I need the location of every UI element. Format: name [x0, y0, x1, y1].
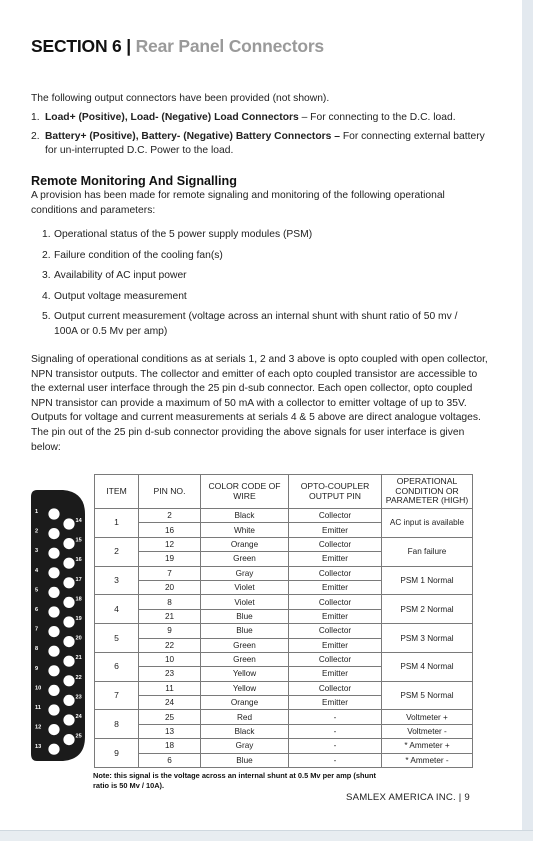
connector-pin — [48, 528, 59, 539]
connector-pin-label: 17 — [75, 576, 82, 583]
connector-pin — [63, 714, 74, 725]
connector-pin — [48, 587, 59, 598]
cell-condition: AC input is available — [382, 509, 473, 538]
connector-pin — [63, 616, 74, 627]
connector-pin-label: 20 — [75, 635, 82, 642]
cell-condition: Voltmeter + — [382, 710, 473, 724]
monitoring-list — [42, 228, 482, 346]
cell-condition: Fan failure — [382, 537, 473, 566]
table-row — [95, 537, 473, 551]
cell-output: Emitter — [289, 552, 382, 566]
monitoring-item — [42, 249, 482, 264]
cell-color: Red — [201, 710, 289, 724]
cell-pin: 20 — [139, 580, 201, 594]
connector-pin — [63, 675, 74, 686]
cell-output: Collector — [289, 509, 382, 523]
table-row — [95, 681, 473, 695]
connector-pin-label: 21 — [75, 655, 82, 662]
connector-pin — [48, 646, 59, 657]
table-row — [95, 566, 473, 580]
cell-pin: 11 — [139, 681, 201, 695]
monitoring-item-number: 1. — [42, 229, 51, 240]
connector-pin-label: 12 — [35, 724, 42, 731]
cell-condition: PSM 3 Normal — [382, 624, 473, 653]
monitoring-item-text: Operational status of the 5 power supply modules (PSM) — [54, 229, 313, 240]
connector-item-desc: For connecting external battery for un-interrupted D.C. Power to the load. — [45, 130, 485, 157]
cell-item: 7 — [95, 681, 139, 710]
connector-pin — [48, 626, 59, 637]
cell-output: Emitter — [289, 638, 382, 652]
monitoring-item-number: 3. — [42, 270, 51, 282]
connector-item — [31, 111, 491, 126]
table-row — [95, 753, 473, 767]
connector-pin-label: 7 — [35, 626, 39, 633]
connector-pin-label: 1 — [35, 509, 39, 515]
cell-color: Yellow — [201, 681, 289, 695]
dsub-connector-diagram — [29, 488, 87, 763]
connector-pin-label: 2 — [35, 528, 39, 535]
connector-pin — [63, 558, 74, 569]
cell-output: Collector — [289, 652, 382, 666]
cell-color: Blue — [201, 624, 289, 638]
header-pin: PIN NO. — [139, 475, 201, 509]
connector-item-number: 2. — [31, 130, 40, 142]
connector-pin-label: 18 — [75, 596, 82, 603]
cell-item: 6 — [95, 652, 139, 681]
cell-pin: 19 — [139, 552, 201, 566]
connector-pin — [48, 744, 59, 755]
connector-pin — [63, 518, 74, 529]
cell-item: 9 — [95, 739, 139, 768]
cell-condition: PSM 5 Normal — [382, 681, 473, 710]
cell-pin: 23 — [139, 667, 201, 681]
connector-pin — [63, 636, 74, 647]
cell-color: Orange — [201, 696, 289, 710]
cell-output: Collector — [289, 537, 382, 551]
header-output: OPTO-COUPLER OUTPUT PIN — [289, 475, 382, 509]
cell-output: - — [289, 753, 382, 767]
connector-pin-label: 15 — [75, 537, 82, 544]
cell-pin: 6 — [139, 753, 201, 767]
cell-item: 8 — [95, 710, 139, 739]
subsection-description: A provision has been made for remote signaling and monitoring of the following operational conditions and parameters: — [31, 190, 445, 216]
cell-color: Violet — [201, 580, 289, 594]
cell-pin: 10 — [139, 652, 201, 666]
connector-pin — [48, 704, 59, 715]
cell-pin: 24 — [139, 696, 201, 710]
cell-pin: 25 — [139, 710, 201, 724]
cell-pin: 7 — [139, 566, 201, 580]
cell-pin: 9 — [139, 624, 201, 638]
cell-item: 1 — [95, 509, 139, 538]
cell-output: - — [289, 739, 382, 753]
cell-item: 4 — [95, 595, 139, 624]
monitoring-item — [42, 310, 482, 339]
cell-condition: * Ammeter + — [382, 739, 473, 753]
connector-pin — [48, 606, 59, 617]
monitoring-item-text: Output current measurement (voltage across an internal shunt with shunt ratio of 50 mv / 100A or 0.5 Mv per amp) — [54, 311, 458, 337]
connector-pin-label: 14 — [75, 518, 82, 524]
cell-output: - — [289, 710, 382, 724]
connector-pin-label: 11 — [35, 705, 41, 711]
table-row — [95, 624, 473, 638]
connector-pin-label: 19 — [75, 616, 82, 622]
monitoring-item-text: Availability of AC input power — [54, 270, 187, 282]
subsection-title: Remote Monitoring And Signalling — [31, 174, 237, 188]
cell-condition: * Ammeter - — [382, 753, 473, 767]
cell-condition: PSM 2 Normal — [382, 595, 473, 624]
header-condition: OPERATIONAL CONDITION OR PARAMETER (HIGH) — [382, 475, 473, 509]
table-row — [95, 724, 473, 738]
connector-pin-label: 6 — [35, 607, 39, 613]
connector-pin — [48, 508, 59, 519]
page-footer — [346, 792, 470, 803]
connector-pin-label: 8 — [35, 646, 39, 653]
cell-pin: 16 — [139, 523, 201, 537]
signaling-paragraph: Signaling of operational conditions as at serials 1, 2 and 3 above is opto coupled with open collector, NPN transistor outputs. The collector and emitter of each opto coupled transistor are accessible to the external user interface through the 25 pin d-sub connector. Each open collector, opto coupled NPN transistor can provide a maximum of 50 mA with a collector to emitter voltage of up to 35V. Outputs for voltage and current measurements at serials 4 & 5 above are direct analogue voltages. The pin out of the 25 pin d-sub connector providing the above signals for user interface is given below: — [31, 354, 488, 453]
monitoring-item-number: 5. — [42, 311, 51, 323]
cell-pin: 13 — [139, 724, 201, 738]
cell-output: Emitter — [289, 667, 382, 681]
pinout-table — [94, 474, 473, 768]
table-row — [95, 710, 473, 724]
section-heading — [31, 36, 324, 57]
table-row — [95, 652, 473, 666]
connector-pin — [48, 567, 59, 578]
connector-pin — [48, 685, 59, 696]
footer-company: SAMLEX AMERICA INC. — [346, 792, 456, 803]
connector-pin — [63, 597, 74, 608]
connector-item-name: Battery+ (Positive), Battery- (Negative) Battery Connectors – — [45, 130, 340, 142]
header-item: ITEM — [95, 475, 139, 509]
cell-color: Blue — [201, 609, 289, 623]
table-note: Note: this signal is the voltage across an internal shunt at 0.5 Mv per amp (shunt ratio is 50 Mv / 10A). — [93, 771, 376, 790]
cell-output: Collector — [289, 595, 382, 609]
connector-pin — [48, 665, 59, 676]
monitoring-item-text: Failure condition of the cooling fan(s) — [54, 249, 223, 261]
cell-output: Emitter — [289, 696, 382, 710]
page-number: 9 — [464, 792, 470, 803]
cell-color: White — [201, 523, 289, 537]
connector-pin-label: 4 — [35, 567, 39, 574]
cell-pin: 22 — [139, 638, 201, 652]
connector-pin-label: 22 — [75, 674, 82, 681]
cell-pin: 12 — [139, 537, 201, 551]
connector-item-name: Load+ (Positive), Load- (Negative) Load Connectors — [45, 112, 299, 123]
monitoring-item — [42, 228, 482, 243]
cell-item: 5 — [95, 624, 139, 653]
connector-pin — [63, 538, 74, 549]
connector-pin — [63, 734, 74, 745]
cell-output: Collector — [289, 624, 382, 638]
page-bottom-strip — [0, 830, 533, 841]
cell-color: Violet — [201, 595, 289, 609]
cell-condition: Voltmeter - — [382, 724, 473, 738]
connector-pin — [48, 548, 59, 559]
connector-list — [31, 111, 491, 163]
table-row — [95, 739, 473, 753]
cell-item: 3 — [95, 566, 139, 595]
cell-color: Blue — [201, 753, 289, 767]
cell-color: Green — [201, 638, 289, 652]
footer-separator: | — [458, 792, 462, 803]
monitoring-item — [42, 269, 482, 284]
section-number: SECTION 6 | — [31, 36, 131, 56]
connector-pin-label: 23 — [75, 694, 82, 701]
connector-pin-label: 25 — [75, 733, 82, 740]
section-title: Rear Panel Connectors — [135, 36, 324, 56]
connector-item-desc: – For connecting to the D.C. load. — [298, 112, 456, 123]
connector-pin-label: 9 — [35, 665, 39, 672]
table-row — [95, 595, 473, 609]
connector-pin-label: 5 — [35, 587, 39, 594]
cell-color: Green — [201, 652, 289, 666]
monitoring-item-number: 2. — [42, 249, 51, 261]
connector-pin-label: 13 — [35, 744, 42, 751]
cell-pin: 21 — [139, 609, 201, 623]
cell-condition: PSM 1 Normal — [382, 566, 473, 595]
connector-pin-label: 24 — [75, 714, 82, 720]
connector-pin-label: 3 — [35, 548, 39, 555]
cell-output: Collector — [289, 681, 382, 695]
cell-color: Yellow — [201, 667, 289, 681]
cell-color: Orange — [201, 537, 289, 551]
connector-item-number: 1. — [31, 112, 40, 123]
header-color: COLOR CODE OF WIRE — [201, 475, 289, 509]
cell-color: Gray — [201, 739, 289, 753]
cell-pin: 18 — [139, 739, 201, 753]
cell-color: Green — [201, 552, 289, 566]
intro-text: The following output connectors have been provided (not shown). — [31, 93, 330, 104]
monitoring-item-number: 4. — [42, 290, 51, 302]
connector-pin-label: 16 — [75, 557, 82, 564]
cell-color: Black — [201, 724, 289, 738]
connector-pin-label: 10 — [35, 685, 42, 692]
connector-pin — [63, 695, 74, 706]
cell-output: Collector — [289, 566, 382, 580]
cell-condition: PSM 4 Normal — [382, 652, 473, 681]
cell-pin: 2 — [139, 509, 201, 523]
connector-pin — [48, 724, 59, 735]
cell-output: Emitter — [289, 580, 382, 594]
cell-color: Black — [201, 509, 289, 523]
cell-output: Emitter — [289, 523, 382, 537]
cell-pin: 8 — [139, 595, 201, 609]
connector-pin — [63, 577, 74, 588]
monitoring-item — [42, 290, 482, 305]
cell-output: - — [289, 724, 382, 738]
table-header-row — [95, 475, 473, 509]
page-side-strip — [522, 0, 533, 841]
monitoring-item-text: Output voltage measurement — [54, 290, 187, 302]
table-row — [95, 509, 473, 523]
connector-item — [31, 130, 491, 159]
cell-item: 2 — [95, 537, 139, 566]
cell-color: Gray — [201, 566, 289, 580]
connector-pin — [63, 656, 74, 667]
cell-output: Emitter — [289, 609, 382, 623]
